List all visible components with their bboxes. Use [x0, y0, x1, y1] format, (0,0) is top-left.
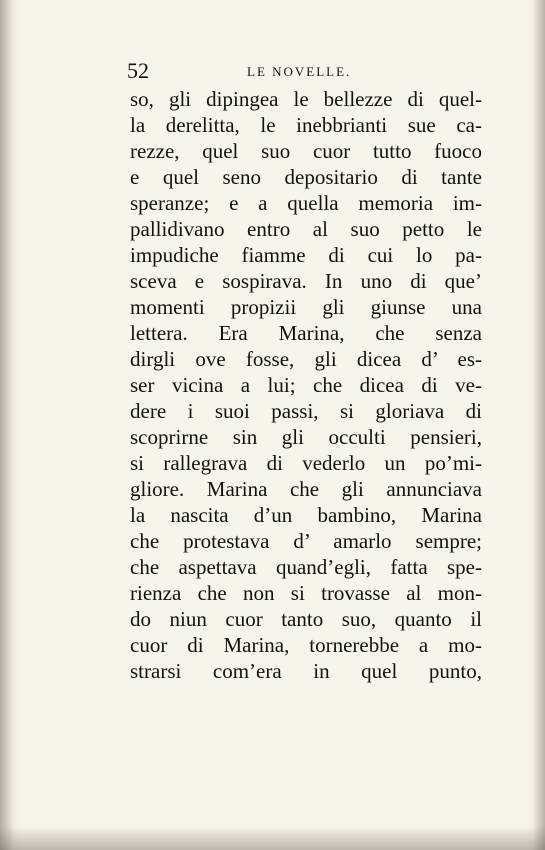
text-line: scoprirne sin gli occulti pensieri,: [130, 425, 482, 449]
text-line: strarsi com’era in quel punto,: [130, 659, 482, 683]
text-line: so, gli dipingea le bellezze di quel-: [130, 87, 482, 111]
text-line: pallidivano entro al suo petto le: [130, 217, 482, 241]
page-bottom-edge: [0, 826, 545, 850]
text-line: che protestava d’ amarlo sempre;: [130, 529, 482, 553]
text-line: speranze; e a quella memoria im-: [130, 191, 482, 215]
body-text: [130, 86, 482, 684]
text-line: gliore. Marina che gli annunciava: [130, 477, 482, 501]
text-line: si rallegrava di vederlo un po’mi-: [130, 451, 482, 475]
text-line: do niun cuor tanto suo, quanto il: [130, 607, 482, 631]
text-line: rezze, quel suo cuor tutto fuoco: [130, 139, 482, 163]
page-header: [127, 58, 377, 84]
page-gutter-shadow: [0, 0, 14, 850]
page-number: 52: [127, 58, 149, 83]
text-line: che aspettava quand’egli, fatta spe-: [130, 555, 482, 579]
text-line: rienza che non si trovasse al mon-: [130, 581, 482, 605]
running-title: LE NOVELLE.: [247, 64, 352, 79]
text-line: la nascita d’un bambino, Marina: [130, 503, 482, 527]
text-line: momenti propizii gli giunse una: [130, 295, 482, 319]
text-line: lettera. Era Marina, che senza: [130, 321, 482, 345]
text-line: sceva e sospirava. In uno di que’: [130, 269, 482, 293]
text-line: ser vicina a lui; che dicea di ve-: [130, 373, 482, 397]
text-line: dirgli ove fosse, gli dicea d’ es-: [130, 347, 482, 371]
text-line: la derelitta, le inebbrianti sue ca-: [130, 113, 482, 137]
text-line: dere i suoi passi, si gloriava di: [130, 399, 482, 423]
page-edge-shadow: [533, 0, 545, 850]
text-line: e quel seno depositario di tante: [130, 165, 482, 189]
text-line: cuor di Marina, tornerebbe a mo-: [130, 633, 482, 657]
text-line: impudiche fiamme di cui lo pa-: [130, 243, 482, 267]
